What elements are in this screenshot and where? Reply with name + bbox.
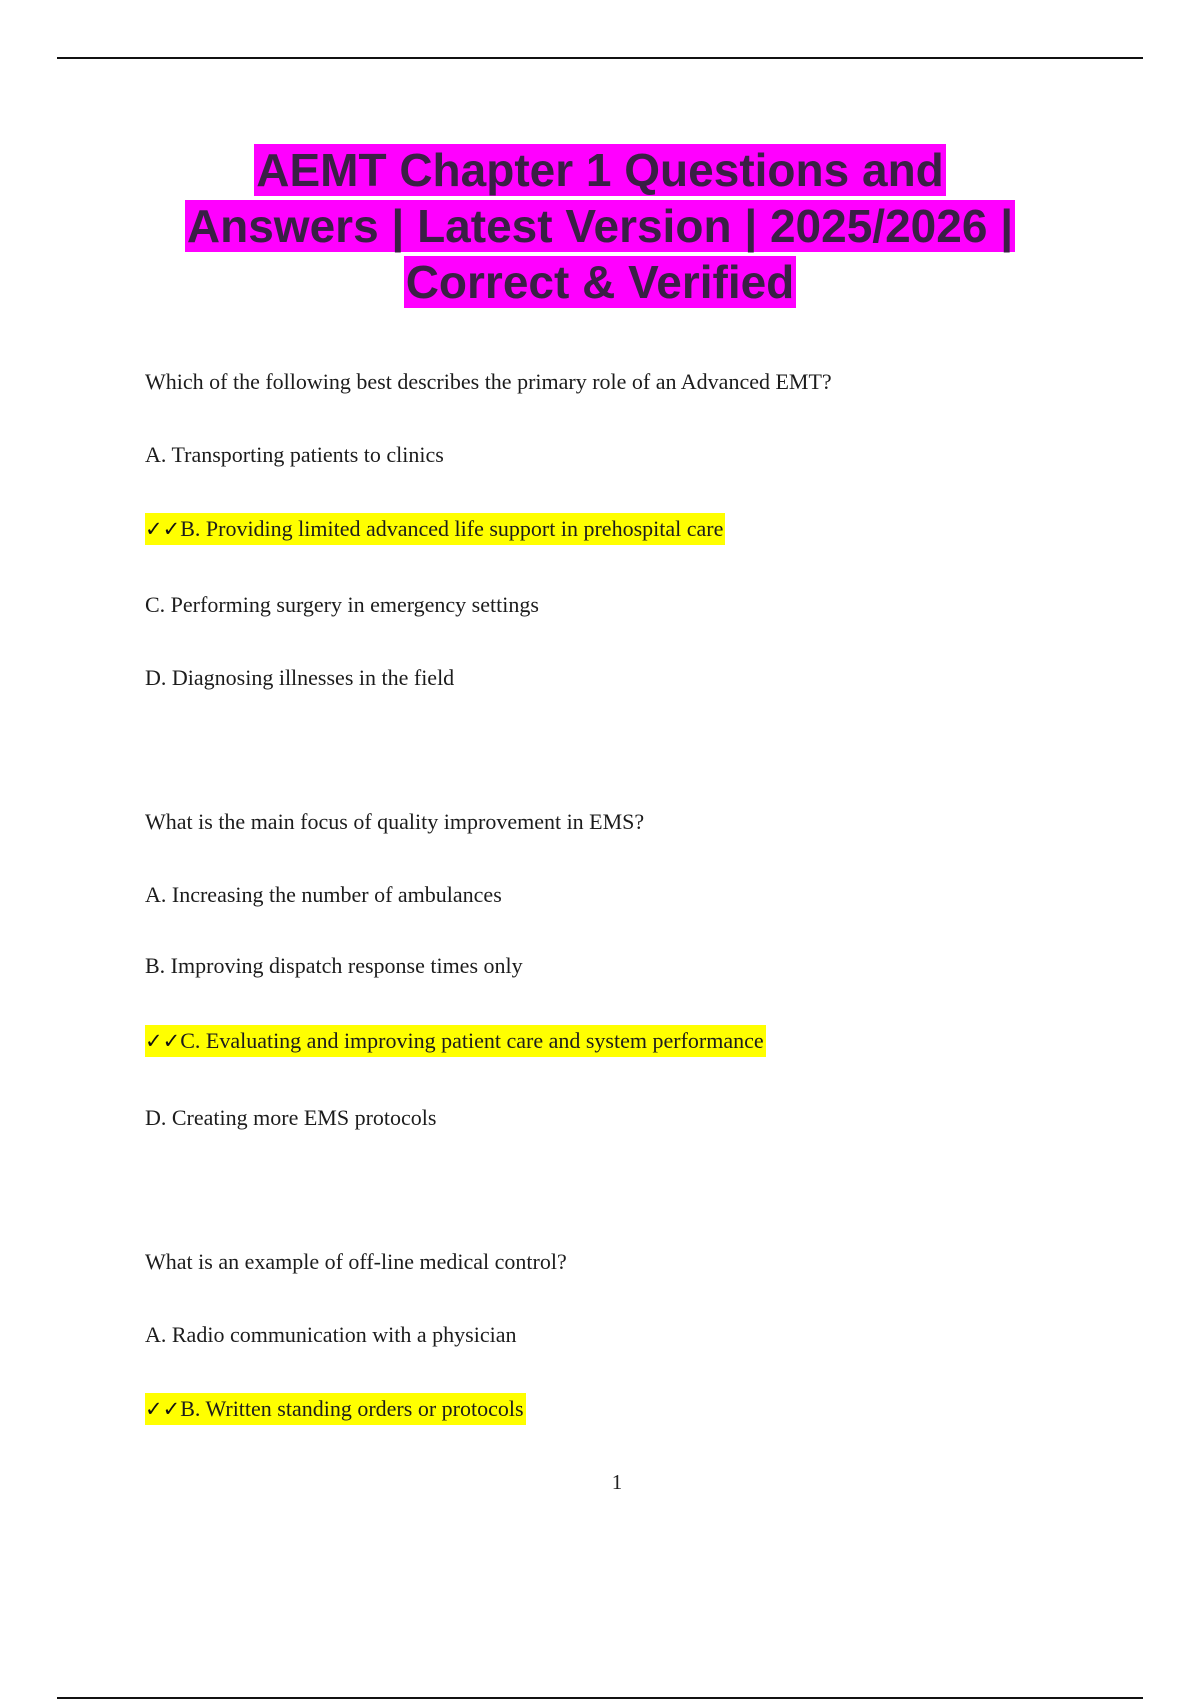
question-1-text: Which of the following best describes the primary role of an Advanced EMT? [145, 369, 832, 394]
check-mark-icon: ✓✓ [145, 517, 181, 541]
question-1-option-c: C. Performing surgery in emergency settings [145, 592, 539, 617]
question-1-option-d: D. Diagnosing illnesses in the field [145, 665, 455, 690]
page-number: 1 [611, 1470, 623, 1494]
check-mark-icon: ✓✓ [145, 1397, 181, 1421]
question-2-option-d: D. Creating more EMS protocols [145, 1105, 437, 1130]
question-3-text: What is an example of off-line medical control? [145, 1249, 567, 1274]
option-text: B. Providing limited advanced life support in prehospital care [180, 516, 724, 541]
title-line-3: Correct & Verified [405, 256, 795, 308]
question-2-text: What is the main focus of quality improvement in EMS? [145, 809, 645, 834]
question-2-option-a: A. Increasing the number of ambulances [145, 882, 502, 907]
question-1-option-a: A. Transporting patients to clinics [145, 442, 444, 467]
question-2-option-b: B. Improving dispatch response times only [145, 953, 523, 978]
title-line-2: Answers | Latest Version | 2025/2026 | [186, 200, 1014, 252]
bottom-rule [57, 1697, 1143, 1699]
question-1-option-b-correct [145, 513, 725, 545]
title-line-1: AEMT Chapter 1 Questions and [256, 144, 944, 196]
top-rule [57, 57, 1143, 59]
question-3-option-a: A. Radio communication with a physician [145, 1322, 517, 1347]
document-title [100, 142, 1100, 310]
option-text: B. Written standing orders or protocols [180, 1396, 524, 1421]
question-3-option-b-correct [145, 1393, 526, 1425]
option-text: C. Evaluating and improving patient care and system performance [180, 1028, 764, 1053]
question-2-option-c-correct [145, 1025, 766, 1057]
check-mark-icon: ✓✓ [145, 1029, 181, 1053]
